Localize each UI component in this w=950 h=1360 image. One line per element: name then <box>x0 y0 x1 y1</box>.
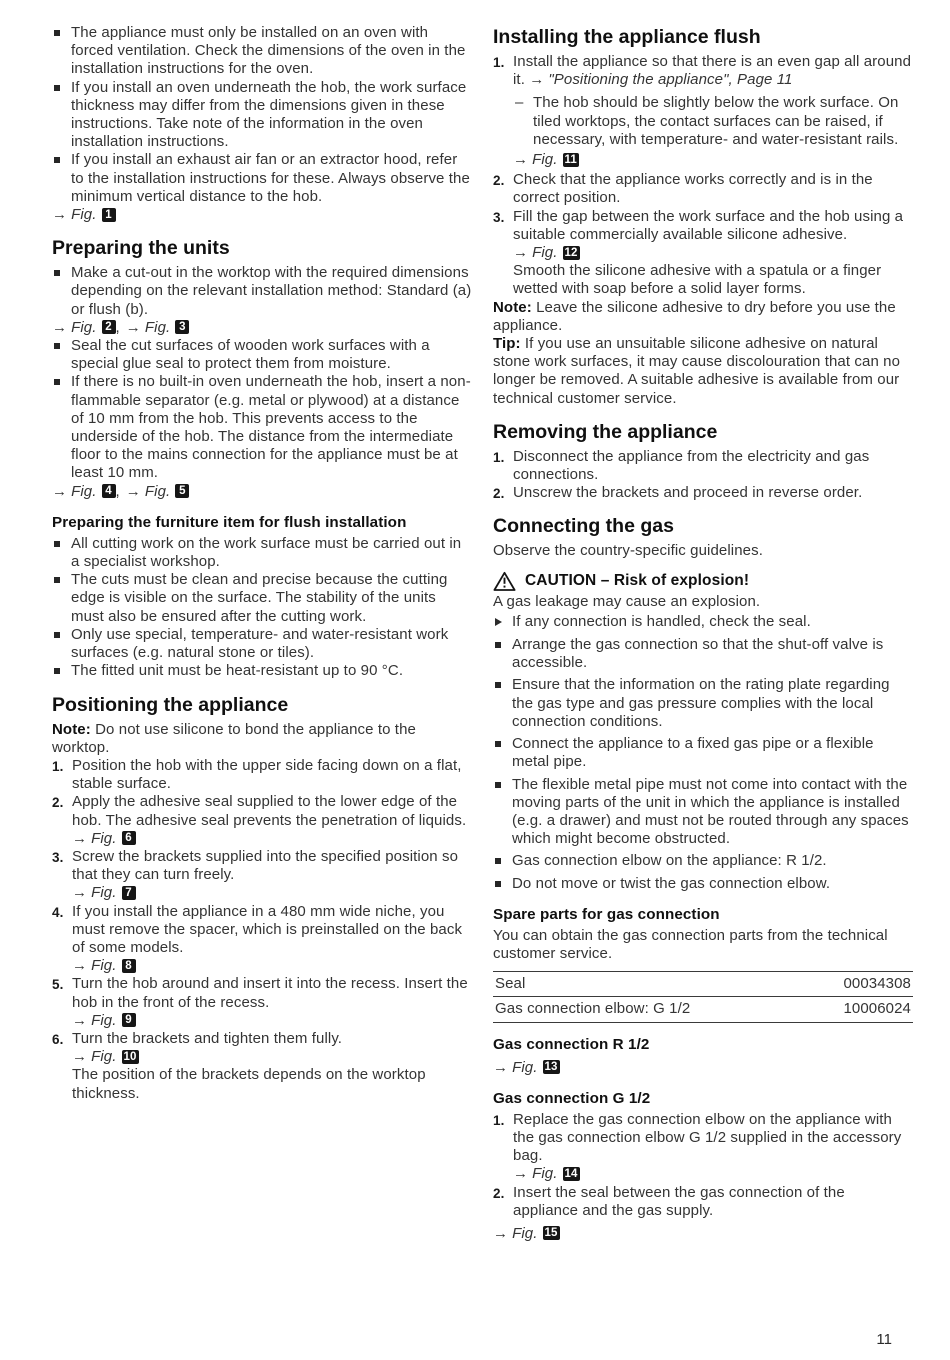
note-text: Leave the silicone adhesive to dry before you use the appliance. <box>493 298 896 334</box>
fig-ref <box>493 1059 913 1077</box>
intro-bullet-list <box>52 24 472 206</box>
fig-label: Fig. <box>91 884 117 902</box>
numbered-step <box>52 757 472 793</box>
fig-label: Fig. <box>512 1058 538 1076</box>
bullet-item <box>52 264 472 319</box>
bullet-item <box>493 852 913 870</box>
bullet-item <box>52 662 472 680</box>
bullet-square-icon <box>495 741 501 747</box>
fig-number-box: 5 <box>175 484 189 498</box>
part-number: 00034308 <box>802 972 913 997</box>
step-text: Screw the brackets supplied into the specified position so that they can turn freely. <box>72 847 459 884</box>
bullet-square-icon <box>495 682 501 688</box>
note-paragraph <box>52 721 472 757</box>
fig-label: Fig. <box>91 957 117 975</box>
bullet-item <box>52 373 472 482</box>
arrow-icon: → <box>125 318 141 336</box>
fig-number-box: 10 <box>123 1050 137 1063</box>
numbered-step <box>493 53 913 169</box>
bullet-text: Connect the appliance to a fixed gas pipe or a flexible metal pipe. <box>512 735 874 771</box>
step-text-part: Install the appliance so that there is an even gap all around it. <box>513 53 912 89</box>
bullet-list <box>52 264 472 319</box>
arrow-icon: → <box>72 884 88 902</box>
section-title: Installing the appliance flush <box>493 26 761 48</box>
action-text: If any connection is handled, check the seal. <box>512 612 811 630</box>
fig-label: Fig. <box>71 206 97 224</box>
action-item <box>493 613 913 631</box>
cross-reference: "Positioning the appliance", Page 11 <box>548 71 793 89</box>
numbered-step <box>52 1030 472 1103</box>
fig-number-box: 11 <box>564 153 577 166</box>
note-text: Do not use silicone to bond the appliance to the worktop. <box>52 720 416 756</box>
part-number: 10006024 <box>802 997 913 1022</box>
step-number: 3. <box>52 849 64 865</box>
fig-ref <box>72 884 472 902</box>
fig-label: Fig. <box>532 1165 558 1183</box>
fig-label: Fig. <box>144 482 171 500</box>
fig-label: Fig. <box>532 151 558 169</box>
bullet-square-icon <box>54 343 60 349</box>
bullet-item <box>52 535 472 571</box>
numbered-step <box>52 848 472 903</box>
bullet-item <box>493 636 913 672</box>
dash-subitem <box>513 94 913 149</box>
bullet-square-icon <box>495 642 501 648</box>
step-text: Disconnect the appliance from the electricity and gas connections. <box>513 447 870 484</box>
bullet-item <box>493 735 913 771</box>
arrow-icon: → <box>72 829 88 847</box>
bullet-item <box>493 676 913 731</box>
tip-label: Tip: <box>493 335 521 353</box>
bullet-item <box>52 626 472 662</box>
section-title: Preparing the units <box>52 237 230 260</box>
fig-ref <box>513 244 913 262</box>
bullet-square-icon <box>54 632 60 638</box>
bullet-list <box>52 535 472 681</box>
step-number: 2. <box>52 795 64 811</box>
bullet-text: The fitted unit must be heat-resistant up to 90 °C. <box>71 662 404 680</box>
bullet-square-icon <box>495 858 501 864</box>
fig-label: Fig. <box>91 1048 117 1066</box>
fig-ref <box>493 1225 913 1243</box>
numbered-step <box>52 793 472 848</box>
dash-marker: – <box>515 94 524 112</box>
arrow-icon: → <box>72 957 88 975</box>
step-text: Turn the brackets and tighten them fully. <box>72 1029 343 1047</box>
bullet-text: If you install an exhaust air fan or an extractor hood, refer to the installation instructions for these. Always observe the minimum vertical distance to the hob. <box>71 151 470 205</box>
fig-number-box: 7 <box>122 886 136 900</box>
fig-number-box: 4 <box>102 484 116 498</box>
step-text: Apply the adhesive seal supplied to the lower edge of the hob. The adhesive seal prevents the penetration of liquids. <box>72 793 467 829</box>
part-name: Gas connection elbow: G 1/2 <box>493 997 802 1022</box>
numbered-step <box>493 171 913 207</box>
caution-text: A gas leakage may cause an explosion. <box>493 592 761 610</box>
bullet-text: Only use special, temperature- and water-resistant work surfaces (e.g. natural stone or tiles). <box>71 625 449 662</box>
subsection-title: Gas connection R 1/2 <box>493 1035 650 1053</box>
step-number: 2. <box>493 1185 505 1201</box>
subsection-title: Gas connection G 1/2 <box>493 1089 651 1107</box>
step-number: 1. <box>493 449 505 465</box>
bullet-item <box>52 337 472 373</box>
bullet-square-icon <box>54 577 60 583</box>
tip-paragraph <box>493 335 913 408</box>
step-number: 5. <box>52 977 64 993</box>
step-text: Insert the seal between the gas connection of the appliance and the gas supply. <box>513 1183 845 1219</box>
arrow-icon: → <box>529 71 545 89</box>
bullet-text: All cutting work on the work surface must be carried out in a specialist workshop. <box>71 534 462 571</box>
numbered-step <box>493 1184 913 1220</box>
arrow-icon: → <box>493 1224 509 1242</box>
note-label: Note: <box>52 720 91 738</box>
section-title: Removing the appliance <box>493 420 718 443</box>
gas-bullet-list <box>493 636 913 893</box>
fig-label: Fig. <box>71 318 97 336</box>
bullet-item <box>493 776 913 849</box>
fig-ref <box>72 1048 472 1066</box>
numbered-step <box>493 1111 913 1184</box>
numbered-step <box>52 903 472 976</box>
bullet-text: If you install an oven underneath the hob, the work surface thickness may differ from the dimensions given in these instructions. Take note of the information in the oven installation instructions. <box>71 78 467 151</box>
arrow-icon: → <box>513 1165 529 1183</box>
bullet-text: Arrange the gas connection so that the shut-off valve is accessible. <box>512 636 884 672</box>
subitem-text: The hob should be slightly below the work surface. On tiled worktops, the contact surfaces can be raised, if necessary, with temperature- and water-resistant rails. <box>533 94 899 148</box>
numbered-step <box>52 975 472 1030</box>
warning-icon <box>493 571 516 591</box>
numbered-steps <box>493 1111 913 1220</box>
tip-text: If you use an unsuitable silicone adhesive on natural stone work surfaces, it may cause discolouration that can no longer be removed. A suitable adhesive is available from our technical customer service. <box>493 335 901 407</box>
bullet-square-icon <box>54 541 60 547</box>
subsection-intro: You can obtain the gas connection parts from the technical customer service. <box>493 926 888 962</box>
comma: , <box>115 318 120 336</box>
bullet-item <box>52 571 472 626</box>
bullet-item <box>493 875 913 893</box>
table-row <box>493 972 913 997</box>
fig-label: Fig. <box>91 829 117 847</box>
fig-label: Fig. <box>91 1011 117 1029</box>
numbered-step <box>493 448 913 484</box>
step-number: 1. <box>493 55 505 70</box>
arrow-icon: → <box>72 1011 88 1029</box>
fig-number-box: 8 <box>122 959 136 973</box>
fig-number-box: 1 <box>102 208 116 222</box>
bullet-text: The cuts must be clean and precise because the cutting edge is visible on the surface. The stability of the units must also be ensured after the cutting work. <box>71 571 448 625</box>
fig-number-box: 6 <box>122 831 136 845</box>
arrow-icon: → <box>493 1058 509 1076</box>
bullet-text: If there is no built-in oven underneath the hob, insert a non-flammable separator (e.g. metal or plywood) at a distance of 10 mm from the hob. This prevents access to the underside of the hob. The distance from the intermediate floor to the mains connection for the appliance must be at least 10 mm. <box>71 373 471 482</box>
bullet-text: Ensure that the information on the rating plate regarding the gas type and gas pressure complies with the local connection conditions. <box>512 676 890 730</box>
fig-ref <box>52 206 472 224</box>
bullet-text: Make a cut-out in the worktop with the required dimensions depending on the relevant installation method: Standard (a) or flush (b). <box>71 264 472 318</box>
numbered-steps <box>52 757 472 1103</box>
numbered-steps <box>493 53 913 299</box>
bullet-square-icon <box>54 379 60 385</box>
numbered-step <box>493 208 913 299</box>
subsection-title: Spare parts for gas connection <box>493 905 720 923</box>
note-label: Note: <box>493 298 532 316</box>
step-number: 1. <box>493 1112 505 1128</box>
fig-number-box: 13 <box>544 1061 558 1074</box>
bullet-square-icon <box>495 782 501 788</box>
bullet-square-icon <box>54 85 60 91</box>
step-number: 2. <box>493 173 505 189</box>
arrow-icon: → <box>125 482 141 500</box>
bullet-text: Seal the cut surfaces of wooden work surfaces with a special glue seal to protect them from moisture. <box>71 337 430 373</box>
section-title: Connecting the gas <box>493 515 674 538</box>
fig-number-box: 15 <box>544 1227 558 1240</box>
step-number: 1. <box>52 758 64 774</box>
arrow-icon: → <box>52 206 68 224</box>
part-name: Seal <box>493 972 802 997</box>
bullet-text: The flexible metal pipe must not come into contact with the moving parts of the unit in which the appliance is installed (e.g. a drawer) and must not be routed through any spaces which might become obstructed. <box>512 775 909 848</box>
fig-label: Fig. <box>71 482 97 500</box>
fig-ref <box>72 1012 472 1030</box>
bullet-square-icon <box>495 881 501 887</box>
arrow-icon: → <box>513 151 529 169</box>
bullet-item <box>52 24 472 79</box>
bullet-text: The appliance must only be installed on an oven with forced ventilation. Check the dimensions of the oven in the installation instructions for the oven. <box>71 24 466 78</box>
fig-label: Fig. <box>144 318 171 336</box>
table-row <box>493 997 913 1022</box>
fig-ref <box>72 830 472 848</box>
step-text: Position the hob with the upper side facing down on a flat, stable surface. <box>72 756 462 793</box>
fig-number-box: 2 <box>102 320 116 334</box>
section-intro: Observe the country-specific guidelines. <box>493 542 763 560</box>
bullet-square-icon <box>54 30 60 36</box>
bullet-square-icon <box>54 157 60 163</box>
subsection-title: Preparing the furniture item for flush installation <box>52 513 407 531</box>
bullet-item <box>52 79 472 152</box>
fig-ref <box>72 957 472 975</box>
step-text: Fill the gap between the work surface and the hob using a suitable commercially available silicone adhesive. <box>513 207 904 243</box>
fig-ref-pair <box>52 319 472 337</box>
comma: , <box>115 482 120 500</box>
spare-parts-table <box>493 971 913 1022</box>
left-column <box>52 24 472 1243</box>
step-after-text: Smooth the silicone adhesive with a spatula or a finger wetted with soap before a solid layer forms. <box>513 262 882 298</box>
arrow-icon: → <box>52 318 68 336</box>
bullet-list <box>52 337 472 483</box>
fig-number-box: 12 <box>564 246 578 259</box>
fig-number-box: 9 <box>122 1013 136 1027</box>
right-column <box>493 24 913 1243</box>
bullet-square-icon <box>54 668 60 674</box>
caution-title: CAUTION – Risk of explosion! <box>525 571 750 589</box>
fig-ref <box>513 151 913 169</box>
numbered-step <box>493 484 913 502</box>
bullet-item <box>52 151 472 206</box>
fig-label: Fig. <box>532 244 558 262</box>
numbered-steps <box>493 448 913 503</box>
bullet-square-icon <box>54 270 60 276</box>
arrow-icon: → <box>52 482 68 500</box>
step-number: 3. <box>493 209 505 225</box>
step-number: 2. <box>493 486 505 502</box>
arrow-icon: → <box>513 244 529 262</box>
step-number: 6. <box>52 1031 64 1047</box>
fig-number-box: 14 <box>564 1167 578 1180</box>
step-after-text: The position of the brackets depends on the worktop thickness. <box>72 1066 426 1102</box>
section-title: Positioning the appliance <box>52 693 289 716</box>
step-text: Unscrew the brackets and proceed in reverse order. <box>513 484 863 502</box>
step-text: If you install the appliance in a 480 mm wide niche, you must remove the spacer, which is preinstalled on the back of some models. <box>72 902 463 956</box>
step-text <box>513 53 913 89</box>
arrow-icon: → <box>72 1048 88 1066</box>
caution-header <box>493 571 913 591</box>
step-text: Check that the appliance works correctly and is in the correct position. <box>513 171 873 207</box>
fig-ref <box>513 1165 913 1183</box>
step-text: Replace the gas connection elbow on the appliance with the gas connection elbow G 1/2 supplied in the accessory bag. <box>513 1110 902 1165</box>
fig-number-box: 3 <box>175 320 189 334</box>
fig-label: Fig. <box>512 1224 538 1242</box>
page-number: 11 <box>876 1331 892 1348</box>
note-paragraph <box>493 299 913 335</box>
triangle-bullet-icon <box>495 618 502 626</box>
fig-ref-pair <box>52 483 472 501</box>
step-text: Turn the hob around and insert it into the recess. Insert the hob in the front of the recess. <box>72 975 468 1011</box>
step-number: 4. <box>52 904 64 920</box>
bullet-text: Gas connection elbow on the appliance: R 1/2. <box>512 852 827 870</box>
bullet-text: Do not move or twist the gas connection elbow. <box>512 874 831 892</box>
